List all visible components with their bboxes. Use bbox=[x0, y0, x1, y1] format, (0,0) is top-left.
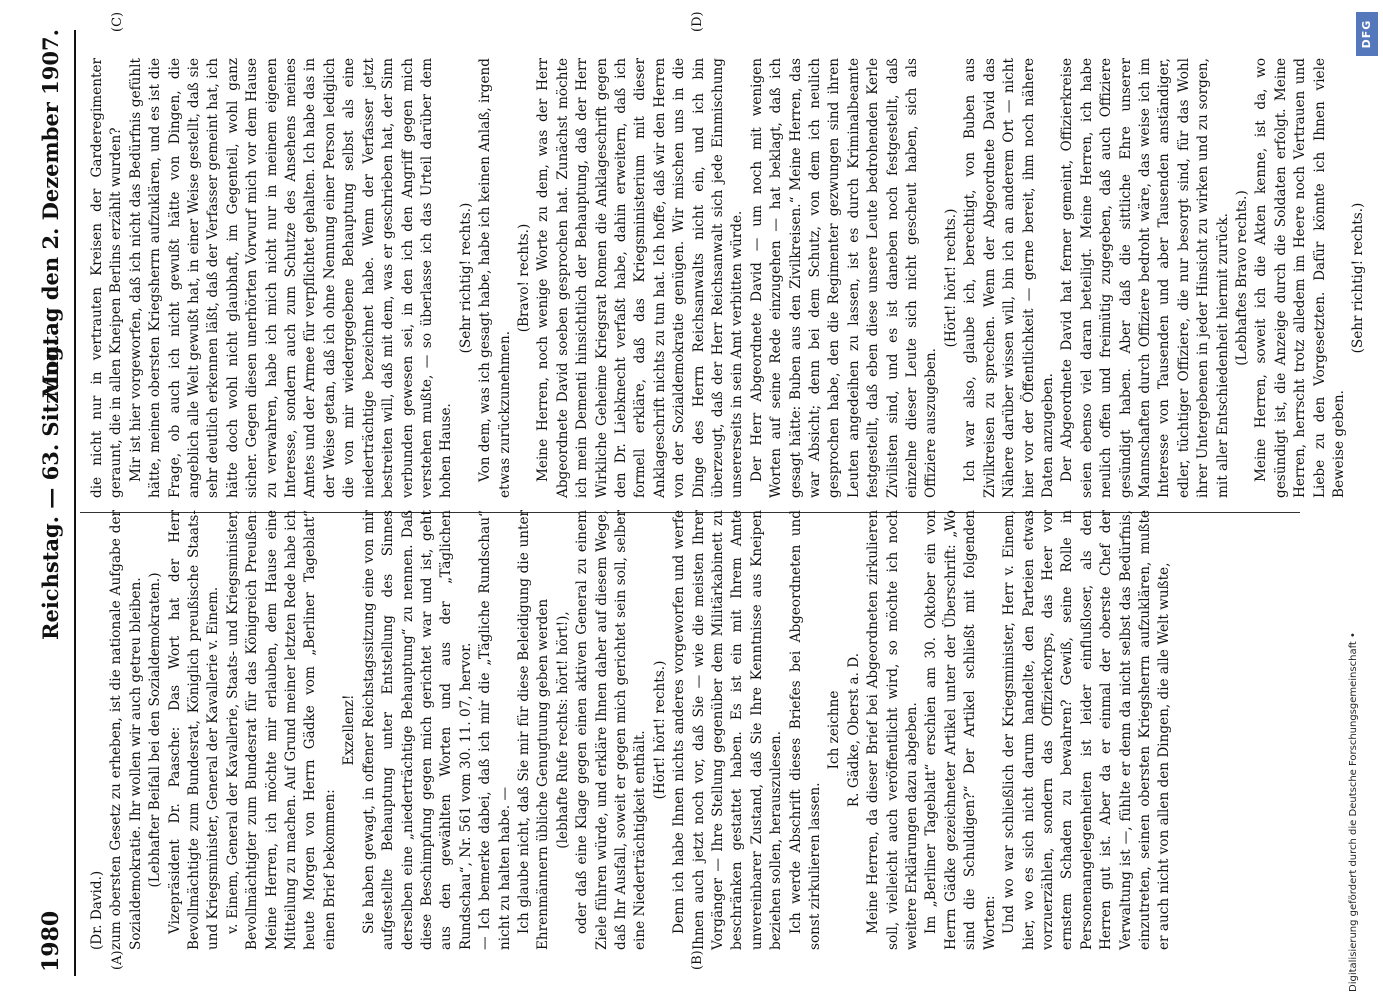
text-paragraph: Der Herr Abgeordnete David — um noch mit wenigen Worten auf seine Rede einzugehen — hat beklagt, daß ich gesagt hätte: Buben aus den Zivilkreisen.“ Meine Herren, das war Absicht; denn bei dem Schutz, von dem ich neulich gesprochen habe, den die Regimenter gezwungen sind ihren Leuten angedeihen zu lassen, ist es durch Kriminalbeamte festgestellt, daß eben diese unsere Leute bedrohenden Kerle Zivilisten sind, und es ist daneben noch festgestellt, daß einzelne dieser Leute sich nicht gescheut haben, sich als Offiziere auszugeben. bbox=[748, 58, 940, 498]
text-paragraph: (Hört! hört! rechts.) bbox=[651, 660, 668, 800]
text-paragraph: Sie haben gewagt, in offener Reichstagssitzung eine von mir aufgestellte Behauptung unter Entstellung des Sinnes derselben eine „niederträchtige Behauptung“ zu nennen. Daß diese Beschimpfung gegen mich gerichtet war und ist, geht aus den gewählten Worten und aus der „Täglichen Rundschau“, Nr. 561 vom 30. 11. 07, hervor. bbox=[360, 510, 474, 950]
text-paragraph: die nicht nur in vertrauten Kreisen der Garderegimenter geraunt, die in allen Kneipen Berlins erzählt wurden? bbox=[89, 58, 125, 498]
text-paragraph: (Lebhafter Beifall bei den Sozialdemokraten.) bbox=[147, 572, 164, 888]
text-paragraph: Ich werde Abschrift dieses Briefes bei Abgeordneten und sonst zirkulieren lassen. bbox=[787, 510, 824, 950]
text-paragraph: — Ich bemerke dabei, daß ich mir die „Tägliche Rundschau“ nicht zu halten habe. — bbox=[477, 510, 513, 950]
text-paragraph: Vizepräsident Dr. Paasche: Das Wort hat der Herr Bevollmächtigte zum Bundesrat, Königlich preußische Staats- und Kriegsminister, General der Kavallerie v. Einem. bbox=[166, 510, 222, 950]
dfg-logo: DFG bbox=[1356, 12, 1378, 56]
text-paragraph: (lebhafte Rufe rechts: hört! hört!), bbox=[554, 611, 571, 849]
text-paragraph: v. Einem, General der Kavallerie, Staats- und Kriegsminister, Bevollmächtigter zum Bundesrat für das Königreich Preußen: Meine Herren, ich möchte mir erlauben, dem Hause eine Mitteilung zu machen. Auf Grund meiner letzten Rede habe ich heute Morgen von Herrn Gädke vom „Berliner Tageblatt“ einen Brief bekommen: bbox=[224, 510, 338, 950]
text-paragraph: Und wo war schließlich der Kriegsminister, Herr v. Einem, hier, wo es sich nicht darum handelte, den Parteien etwas vorzuerzählen, sondern das Offizierkorps, das Heer vor ernstem Schaden zu bewahren? Gewiß, seine Rolle in Personenangelegenheiten ist leider einflußloser, als den Herren gut ist. Aber da er einmal der oberste Chef der Verwaltung ist —, fühlte er denn da nicht selbst das Bedürfnis, einzutreten, seinen obersten Kriegsherrn aufzuklären, mußte er auch nicht von allen den Dingen, die alle Welt wußte, bbox=[1001, 510, 1173, 950]
text-paragraph: (Bravo! rechts.) bbox=[515, 223, 532, 333]
right-text-column bbox=[88, 57, 1367, 498]
text-paragraph: (Sehr richtig! rechts.) bbox=[457, 202, 474, 354]
session-date: Montag den 2. Dezember 1907. bbox=[38, 29, 63, 398]
text-paragraph: Im „Berliner Tageblatt“ erschien am 30. Oktober ein von Herrn Gädke gezeichneter Artikel unter der Überschrift: „Wo sind die Schuldigen?“ Der Artikel schließt mit folgenden Worten: bbox=[923, 510, 998, 950]
header-rule bbox=[74, 30, 76, 976]
text-paragraph: (Lebhaftes Bravo rechts.) bbox=[1233, 190, 1250, 366]
text-paragraph: Meine Herren, soweit ich die Akten kenne, ist da, wo gesündigt ist, die Anzeige durch die Soldaten erfolgt. Meine Herren, herrscht trotz alledem im Heere noch Vertrauen und Liebe zu den Vorgesetzten. Dafür könnte ich Ihnen viele Beweise geben. bbox=[1253, 58, 1347, 498]
page-number: 1980 bbox=[38, 910, 64, 972]
text-paragraph: R. Gädke, Oberst a. D. bbox=[845, 652, 862, 808]
margin-mark-a: (A) bbox=[110, 950, 125, 970]
text-paragraph: Ich zeichne bbox=[826, 690, 843, 770]
text-paragraph: (Sehr richtig! rechts.) bbox=[1350, 202, 1367, 354]
text-paragraph: Mir ist hier vorgeworfen, daß ich nicht das Bedürfnis gefühlt hätte, meinen obersten Kriegsherrn aufzuklären, und es ist die Frage, ob auch ich nicht gewußt hätte von Dingen, die angeblich alle Welt gewußt hat, in einer Weise gestellt, daß sie sehr deutlich erkennen läßt, daß der Verfasser gemeint hat, ich hätte doch wohl nicht glaubhaft, im Gegenteil, wohl ganz sicher. Gegen diesen unerhörten Vorwurf mich vor dem Hause zu verwahren, habe ich mich nicht nur in meinem eigenen Interesse, sondern auch zum Schutze des Ansehens meines Amtes und der Armee für verpflichtet gehalten. Ich habe das in der Weise getan, daß ich ohne Nennung einer Person lediglich die von mir wiedergegebene Behauptung selbst als eine niederträchtige bezeichnet habe. Wenn der Verfasser jetzt bestreiten will, daß mit dem, was er geschrieben hat, der Sinn verbunden gewesen sei, in den ich den Angriff gegen mich verstehen mußte, — so überlasse ich das Urteil darüber dem hohen Hause. bbox=[127, 58, 455, 498]
text-paragraph: oder daß eine Klage gegen einen aktiven General zu einem Ziele führen würde, und erkläre Ihnen daher auf diesem Wege, daß Ihr Ausfall, soweit er gegen mich gerichtet sein soll, selber eine Niederträchtigkeit enthält. bbox=[574, 510, 649, 950]
session-title: Reichstag. — 63. Sitzung. bbox=[38, 339, 63, 640]
margin-mark-b: (B) bbox=[690, 950, 705, 970]
text-paragraph: (Hört! hört! rechts.) bbox=[942, 208, 959, 348]
margin-mark-d: (D) bbox=[690, 11, 705, 32]
text-paragraph: Von dem, was ich gesagt habe, habe ich keinen Anlaß, irgend etwas zurückzunehmen. bbox=[477, 57, 513, 498]
left-text-column bbox=[88, 510, 1303, 950]
text-paragraph: Ich glaube nicht, daß Sie mir für diese Beleidigung die unter Ehrenmännern übliche Genugtuung geben werden bbox=[515, 510, 552, 950]
digitization-credit: Digitalisierung gefördert durch die Deutsche Forschungsgemeinschaft • bbox=[1348, 632, 1359, 992]
text-paragraph: Denn ich habe Ihnen nichts anderes vorgeworfen und werfe Ihnen auch jetzt noch vor, daß Sie — wie die meisten Ihrer Vorgänger — Ihre Stellung gegenüber dem Militärkabinett zu beschränken gestattet haben. Es ist ein mit Ihrem Amte unvereinbarer Zustand, daß Sie Ihre Kenntnisse aus Kneipen beziehen sollen, herauszulesen. bbox=[671, 510, 785, 950]
text-paragraph: Der Abgeordnete David hat ferner gemeint, Offizierkreise seien ebenso viel daran beteiligt. Meine Herren, ich habe neulich offen und freimütig zugegeben, daß auch Offiziere gesündigt haben. Aber daß die sittliche Ehre unserer Mannschaften durch Offiziere bedroht wäre, das weise ich im Interesse von Tausenden und aber Tausenden anständiger, edler, tüchtiger Offiziere, die nur besorgt sind, für das Wohl ihrer Untergebenen in jeder Hinsicht zu wirken und zu sorgen, mit aller Entschiedenheit hiermit zurück. bbox=[1059, 58, 1231, 498]
text-paragraph: zum obersten Gesetz zu erheben, ist die nationale Aufgabe der Sozialdemokratie. Ihr wollen wir auch getreu bleiben. bbox=[108, 510, 144, 950]
text-paragraph: Meine Herren, da dieser Brief bei Abgeordneten zirkulieren soll, vielleicht auch veröffentlicht wird, so möchte ich noch weitere Erklärungen dazu abgeben. bbox=[865, 510, 921, 950]
text-paragraph: Meine Herren, noch wenige Worte zu dem, was der Herr Abgeordnete David soeben gesprochen hat. Zunächst möchte ich mein Dementi hinsichtlich der Behauptung, daß der Herr Wirkliche Geheime Kriegsrat Romen die Anklageschrift gegen den Dr. Liebknecht verfaßt habe, dahin erweitern, daß ich formell erkläre, daß das Kriegsministerium mit dieser Anklageschrift nichts zu tun hat. Ich hoffe, daß wir den Herren von der Sozialdemokratie genügen. Wir mischen uns in die Dinge des Herrn Reichsanwalts nicht ein, und ich bin überzeugt, daß der Herr Reichsanwalt sich jede Einmischung unsererseits in sein Amt verbitten würde. bbox=[535, 58, 746, 498]
text-paragraph: (Dr. David.) bbox=[89, 870, 105, 950]
text-paragraph: Ich war also, glaube ich, berechtigt, von Buben aus Zivilkreisen zu sprechen. Wenn der Abgeordnete David das Nähere darüber wissen will, bin ich an anderem Ort — nicht hier vor der Öffentlichkeit — gerne bereit, ihm noch nähere Daten anzugeben. bbox=[962, 58, 1056, 498]
text-paragraph: Exzellenz! bbox=[341, 694, 358, 766]
margin-mark-c: (C) bbox=[110, 11, 125, 32]
